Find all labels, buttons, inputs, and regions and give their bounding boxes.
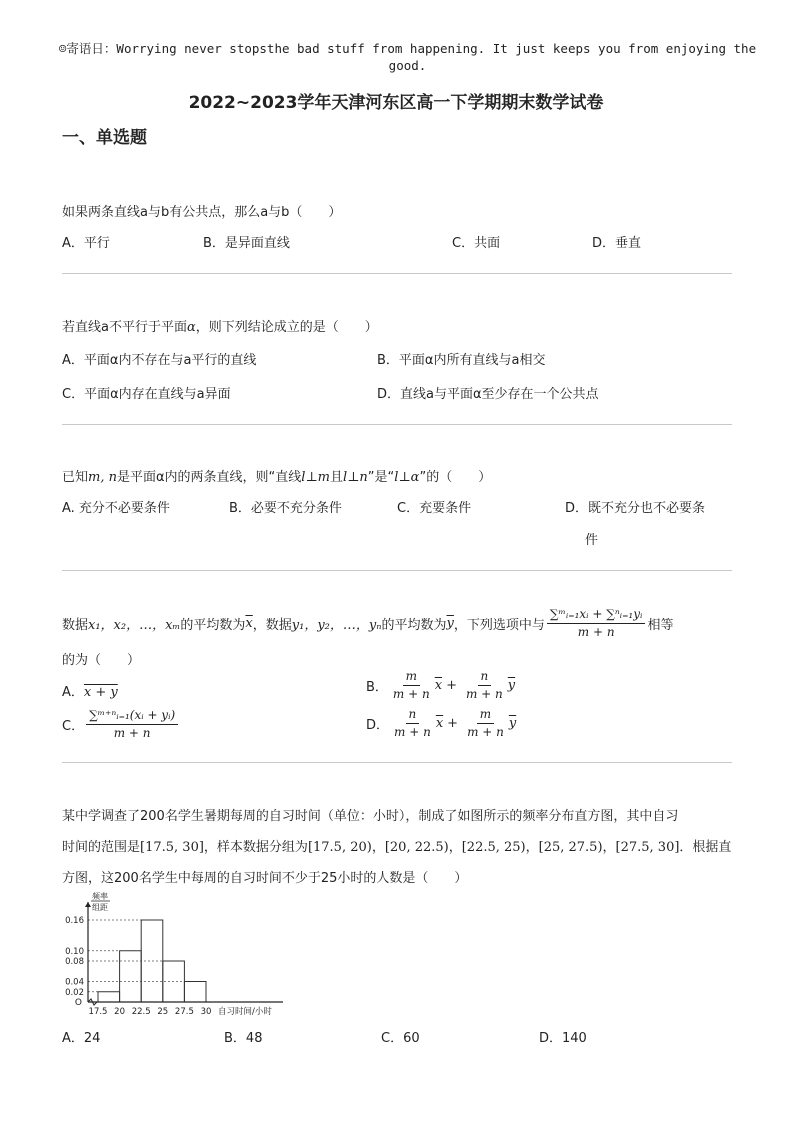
q4-x-list: x₁，x₂，…，xₘ (88, 617, 181, 633)
x-tick-label: 25 (157, 1007, 169, 1017)
frac-den: m + n (113, 726, 151, 740)
q5-option-b[interactable]: B．48 (224, 1031, 263, 1046)
q2-alpha: α (186, 320, 196, 335)
q4-frac-num: ∑ᵐᵢ₌₁xᵢ + ∑ⁿᵢ₌₁yᵢ (547, 607, 646, 624)
q5-text: ，样本数据分组为 (203, 840, 308, 855)
q4-option-d-label: D． (366, 718, 390, 733)
q5-option-c[interactable]: C．60 (381, 1031, 420, 1046)
x-bar: $\overline{x}$ (435, 716, 444, 731)
q3-stem-part: 且 (330, 470, 344, 485)
q4-y-bar: $\overline{y}$ (446, 615, 454, 631)
frac-num: ∑ᵐ⁺ⁿᵢ₌₁(xᵢ + yᵢ) (86, 708, 178, 725)
q4-option-b-label: B． (366, 680, 388, 695)
x-tick-label: 30 (200, 1007, 212, 1017)
histogram-guides (88, 920, 184, 992)
q4-option-c[interactable] (62, 708, 180, 741)
q3-stem-part: ”的（ ） (419, 470, 492, 485)
q3-stem-part: 已知 (62, 470, 89, 485)
x-tick-label: 17.5 (88, 1007, 108, 1017)
y-tick-label: 0.08 (65, 957, 84, 967)
y-tick-label: 0.10 (65, 946, 84, 957)
x-bar: $\overline{x}$ (434, 678, 443, 693)
motto-line-1: ☺寄语日：Worrying never stopsthe bad stuff from happening. It just keeps you from enjoying the (58, 41, 757, 56)
question-4-stem (62, 601, 673, 645)
q4-y-list: y₁，y₂，…，yₙ (291, 617, 382, 633)
q5-text: 时间的范围是 (62, 840, 141, 855)
q1-option-a[interactable]: A．平行 (62, 236, 110, 251)
frac-num: m (477, 707, 494, 724)
q2-option-d[interactable]: D．直线a与平面α至少存在一个公共点 (377, 387, 599, 402)
q5-option-d[interactable]: D．140 (539, 1031, 587, 1046)
q5-range: [17.5, 30] (140, 840, 204, 855)
q5-groups: [17.5, 20)，[20, 22.5)，[22.5, 25)，[25, 27.5)，[27.5, 30] (307, 840, 680, 855)
frac-den: m + n (467, 725, 504, 739)
question-5-line-2 (62, 836, 731, 855)
divider (62, 424, 732, 425)
q2-option-b[interactable]: B．平面α内所有直线与a相交 (377, 353, 546, 368)
y-tick-label: 0.16 (65, 916, 84, 926)
frequency-histogram (58, 890, 308, 1020)
x-axis-label: 自习时间/小时 (218, 1007, 272, 1017)
origin-label: O (74, 998, 82, 1008)
frac-den: m + n (465, 687, 503, 701)
q2-stem-part: ，则下列结论成立的是（ ） (195, 320, 378, 335)
divider (62, 570, 732, 571)
y-axis-label-top: 频率 (92, 892, 108, 901)
motto (50, 40, 765, 74)
q4-stem-part: 的平均数为 (381, 617, 447, 633)
y-bar: $\overline{y}$ (507, 678, 516, 693)
q3-cond-3: l⊥α (394, 470, 420, 485)
q4-option-a[interactable] (62, 681, 118, 700)
question-5-line-3: 方图，这200名学生中每周的自习时间不少于25小时的人数是（ ） (62, 871, 468, 886)
q2-option-c[interactable]: C．平面α内存在直线与a异面 (62, 387, 231, 402)
frac-den: m + n (392, 687, 430, 701)
y-axis-label-bottom: 组距 (92, 903, 108, 912)
motto-line-2: good. (388, 58, 427, 73)
section-heading: 一、单选题 (62, 128, 147, 148)
q4-option-a-expr: x + y (83, 685, 118, 700)
q4-stem-part: 的平均数为 (180, 617, 246, 633)
q2-option-a[interactable]: A．平面α内不存在与a平行的直线 (62, 353, 257, 368)
y-tick-label: 0.04 (65, 977, 84, 988)
frac-num: m (403, 669, 420, 686)
q3-stem-part: 是平面α内的两条直线，则“直线 (116, 470, 302, 485)
x-tick-label: 20 (114, 1007, 126, 1017)
q4-option-b-frac-2 (463, 669, 506, 702)
q3-option-d-wrap: 件 (585, 533, 599, 548)
question-5-line-1: 某中学调查了200名学生暑期每周的自习时间（单位：小时），制成了如图所示的频率分布直方图，其中自习 (62, 809, 679, 824)
histogram-bar (184, 982, 206, 1003)
q4-stem-line-2: 的为（ ） (62, 653, 141, 668)
q4-option-b-frac-1 (390, 669, 433, 702)
q4-option-d[interactable] (366, 707, 516, 740)
q4-option-c-frac (86, 708, 178, 741)
q4-stem-part: 数据 (62, 617, 89, 633)
q4-stem-part: ，下列选项中与 (453, 617, 545, 633)
q3-option-c[interactable]: C．充要条件 (397, 501, 472, 516)
q3-mn: m, n (88, 470, 117, 485)
x-tick-label: 22.5 (131, 1007, 151, 1017)
frac-num: n (478, 669, 492, 686)
q1-option-b[interactable]: B．是异面直线 (203, 236, 290, 251)
divider (62, 273, 732, 274)
question-2-stem (62, 316, 378, 335)
question-3-stem (62, 466, 491, 485)
q1-option-c[interactable]: C．共面 (452, 236, 501, 251)
q4-fraction (547, 607, 646, 640)
q5-text: ．根据直 (679, 840, 732, 855)
divider (62, 762, 732, 763)
q4-x-bar: $\overline{x}$ (245, 615, 253, 631)
q4-option-b[interactable] (366, 669, 515, 702)
plus-sign: + (447, 716, 459, 731)
y-tick-label: 0.02 (65, 987, 84, 998)
q5-option-a[interactable]: A．24 (62, 1031, 101, 1046)
histogram-bar (120, 951, 142, 1002)
y-bar: $\overline{y}$ (508, 716, 517, 731)
q3-stem-part: ”是“ (367, 470, 395, 485)
q2-stem-part: 若直线a不平行于平面 (62, 320, 187, 335)
histogram-bar (98, 992, 120, 1002)
q4-stem-part: 相等 (647, 617, 674, 633)
frac-den: m + n (394, 725, 431, 739)
page-title: 2022~2023学年天津河东区高一下学期期末数学试卷 (188, 93, 604, 113)
x-tick-label: 27.5 (174, 1007, 194, 1017)
y-axis-arrow (85, 902, 91, 907)
q4-option-c-label: C． (62, 719, 85, 734)
q3-option-b[interactable]: B．必要不充分条件 (229, 501, 342, 516)
q3-cond-2: l⊥n (343, 470, 368, 485)
frac-num: n (406, 707, 420, 724)
q4-option-a-label: A． (62, 685, 84, 700)
question-1-stem: 如果两条直线a与b有公共点，那么a与b（ ） (62, 205, 342, 220)
q4-stem-part: ，数据 (252, 617, 292, 633)
q4-option-d-frac-2 (464, 707, 507, 740)
q1-option-d[interactable]: D．垂直 (592, 236, 642, 251)
q4-option-d-frac-1 (391, 707, 434, 740)
q3-cond-1: l⊥m (301, 470, 331, 485)
q3-option-a[interactable]: A. 充分不必要条件 (62, 501, 170, 516)
q4-frac-den: m + n (577, 624, 615, 639)
plus-sign: + (446, 678, 457, 693)
q3-option-d[interactable]: D．既不充分也不必要条 (565, 501, 706, 516)
histogram-labels (65, 891, 272, 1017)
